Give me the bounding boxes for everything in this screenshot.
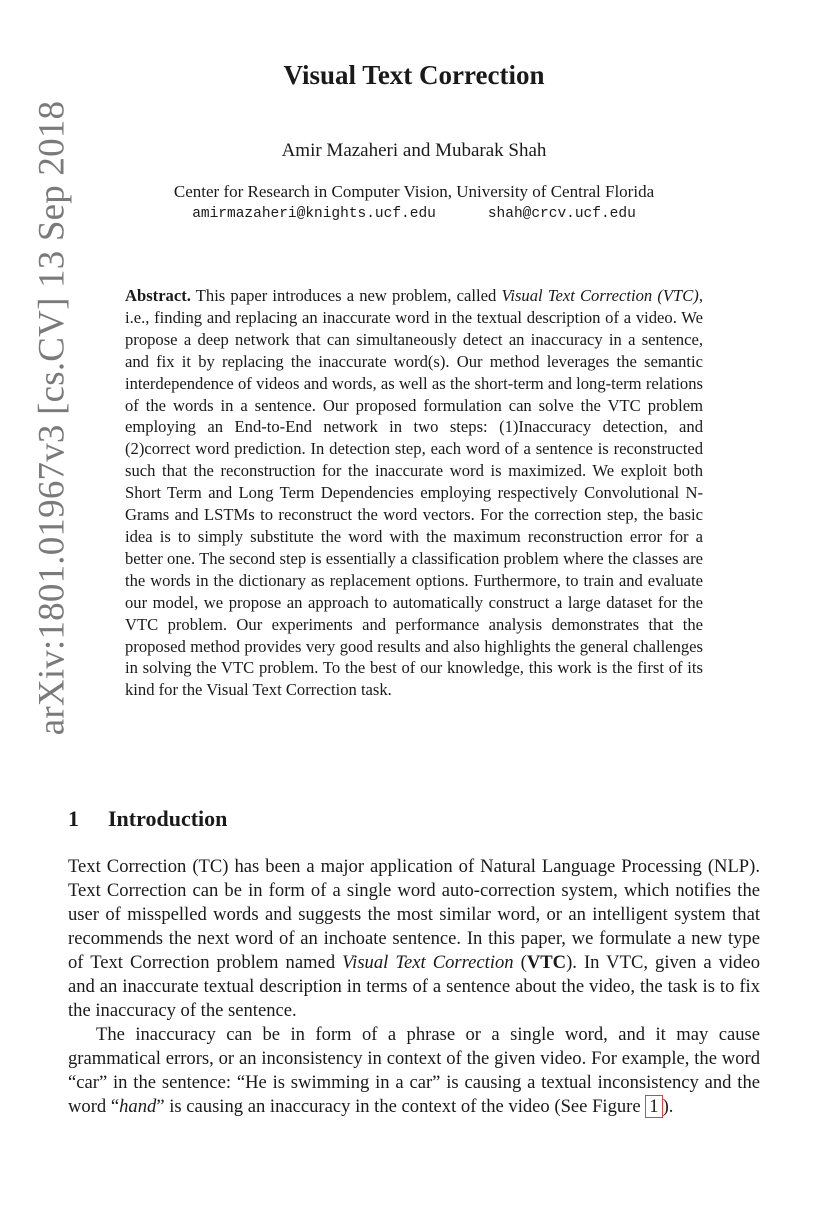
paragraph-text: The inaccuracy can be in form of a phrase or a single word, and it may cause grammatical errors, or an inconsistency in context of the given video. For example, the word “car” in the sentence: “He is swimming in a car” is causing a textual inconsistency and the word “: [68, 1024, 760, 1117]
section-heading: [68, 806, 227, 832]
paragraph-text: ). In VTC, given a video and an inaccurate textual description in terms of a sentence about the video, the task is to fix the inaccuracy of the sentence.: [68, 952, 760, 1021]
section-title: Introduction: [108, 806, 228, 831]
abstract-label: Abstract.: [125, 286, 191, 305]
word-italic: hand: [119, 1096, 157, 1117]
paragraph-text: (: [513, 952, 527, 973]
authors: Amir Mazaheri and Mubarak Shah: [281, 140, 547, 161]
figure-reference-link[interactable]: 1: [645, 1095, 662, 1118]
author-emails: [0, 206, 828, 222]
paper-title: Visual Text Correction: [283, 60, 545, 90]
abstract-text: , i.e., finding and replacing an inaccurate word in the textual description of a video. We propose a deep network that can simultaneously detect an inaccuracy in a sentence, and fix it by replacing the inaccurate word(s). Our method leverages the semantic interdependence of videos and words, as well as the short-term and long-term relations of the words in a sentence. Our proposed formulation can solve the VTC problem employing an End-to-End network in two steps: (1)Inaccuracy detection, and (2)correct word prediction. In detection step, each word of a sentence is reconstructed such that the reconstruction for the inaccurate word is maximized. We exploit both Short Term and Long Term Dependencies employing respectively Convolutional N-Grams and LSTMs to reconstruct the word vectors. For the correction step, the basic idea is to simply substitute the word with the maximum reconstruction error for a better one. The second step is essentially a classification problem where the classes are the words in the dictionary as replacement options. Furthermore, to train and evaluate our model, we propose an approach to automatically construct a large dataset for the VTC problem. Our experiments and performance analysis demonstrates that the proposed method provides very good results and also highlights the general challenges in solving the VTC problem. To the best of our knowledge, this work is the first of its kind for the Visual Text Correction task.: [125, 286, 703, 700]
arxiv-identifier-stamp: arXiv:1801.01967v3 [cs.CV] 13 Sep 2018: [31, 100, 73, 736]
paragraph: [68, 855, 760, 1023]
body-text: [68, 855, 760, 1119]
abstract-term: Visual Text Correction (VTC): [501, 286, 699, 305]
abstract: [125, 285, 703, 701]
paragraph: [68, 1023, 760, 1119]
abstract-text: This paper introduces a new problem, called: [195, 286, 497, 305]
paragraph-text: ).: [662, 1096, 674, 1117]
section-number: 1: [68, 806, 79, 831]
term-bold: VTC: [526, 952, 567, 973]
paragraph-text: Text Correction (TC) has been a major application of Natural Language Processing (NLP). Text Correction can be in form of a single word auto-correction system, which notifies the user of misspelled words and suggests the most similar word, or an intelligent system that recommends the next word of an inchoate sentence. In this paper, we formulate a new type of Text Correction problem named: [68, 856, 760, 973]
email-link[interactable]: shah@crcv.ucf.edu: [487, 206, 636, 222]
affiliation: Center for Research in Computer Vision, University of Central Florida: [173, 182, 655, 201]
term-italic: Visual Text Correction: [342, 952, 514, 973]
paragraph-text: ” is causing an inaccuracy in the context of the video (See Figure: [156, 1096, 646, 1117]
email-link[interactable]: amirmazaheri@knights.ucf.edu: [192, 206, 436, 222]
